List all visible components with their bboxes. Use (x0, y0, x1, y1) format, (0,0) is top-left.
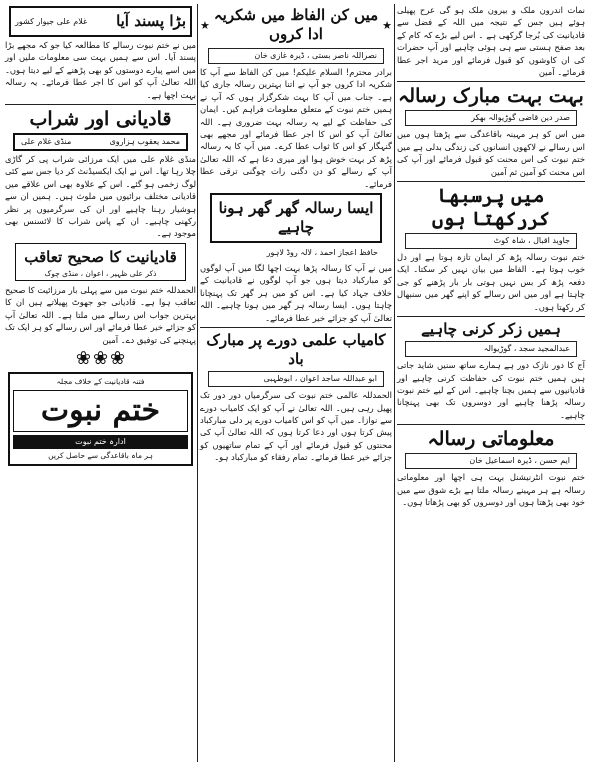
headline: قادیانیت کا صحیح تعاقب (24, 247, 177, 266)
byline-name: صدر دین قاضی گوڑیوالہ بھکر (471, 113, 570, 123)
headline-box (15, 243, 186, 281)
ornament-icon: ❀ (75, 347, 91, 369)
byline-name: ایم حسن ، ڈیرہ اسماعیل خان (469, 456, 570, 466)
byline-name: حافظ اعجاز احمد ، لالہ روڈ لاہور (266, 248, 378, 258)
byline (405, 341, 577, 357)
divider (200, 327, 392, 328)
right-column (397, 4, 585, 510)
headline-row (200, 4, 392, 46)
divider (397, 316, 585, 317)
headline: بڑا پسند آیا (116, 12, 186, 30)
byline (405, 110, 577, 126)
article-body: الحمدللہ ختم نبوت میں سے پہلی بار مرزائیت کا صحیح تعاقب ہوا ہے۔ قادیانی جو جھوٹ پھیلاتے ہیں ان کا بہترین جواب اس رسالے میں ملتا ہے۔ اللہ تعالیٰ آپ کو جزائے خیر عطا فرمائے اور اس رسالے کو ہر ایک تک پہنچنے کی توفیق دے۔ آمین (5, 284, 196, 345)
headline: ہمیں زکر کرنی چاہیے (421, 320, 561, 339)
article-body: میں نے ختم نبوت رسالے کا مطالعہ کیا جو کہ مجھے بڑا پسند آیا۔ اس سے ہمیں بہت سی معلومات ملیں اور میں اسے پیارے دوستوں کو بھی پڑھنے کے لیے دیتا ہوں۔ اللہ تعالیٰ آپ کو اس کا اجر عطا فرمائے۔ یہ رسالہ بہت اچھا ہے۔ (5, 40, 196, 100)
article-body: میں نے آپ کا رسالہ پڑھا بہت اچھا لگا میں آپ لوگوں کو مبارکباد دیتا ہوں جو آپ لوگوں نے قادیانیت کے خلاف جہاد کیا ہے۔ اس کو میں ہر گھر تک پہنچانا چاہتا ہوں۔ ایسا رسالہ ہر گھر میں ہونا چاہیے۔ اللہ تعالیٰ آپ کو جزائے خیر عطا فرمائے۔ (200, 263, 392, 323)
article-body: الحمدللہ عالمی ختم نبوت کی سرگرمیاں دور دور تک پھیل رہی ہیں۔ اللہ تعالیٰ نے آپ کو ایک کامیاب دورے سے نوازا۔ میں آپ کو اس کامیاب دورے پر دلی مبارکباد پیش کرتا ہوں اور دعا کرتا ہوں کہ اللہ تعالیٰ آپ کی محنتوں کو قبول فرمائے اور آپ کے تمام ساتھیوں کو جزائے خیر عطا فرمائے۔ تمام رفقاء کو مبارکباد ہو۔ (200, 390, 392, 463)
article-body: میں اس کو ہر مہینہ باقاعدگی سے پڑھتا ہوں میں اس رسالے نے لاکھوں انسانوں کی زندگی بدلی ہے میں ختم نبوت کی اس محنت کو قبول فرمائے اور آپ کی اس محنت کو آمین ثم آمین (397, 129, 585, 177)
byline (405, 453, 577, 469)
headline: بہت بہت مبارک رسالہ (398, 85, 584, 108)
byline-name: محمد یعقوب ہزاروی (109, 137, 180, 147)
byline (208, 246, 384, 260)
divider (397, 81, 585, 82)
article-body: ختم نبوت انٹرنیشنل بہت ہی اچھا اور معلوماتی رسالہ ہے ہر مہینے رسالہ ملتا ہے بڑے شوق سے میں خود بھی پڑھتا ہوں اور دوسروں کو بھی پڑھاتا ہوں۔ (397, 472, 585, 507)
byline (13, 133, 188, 151)
headline: میں کن الفاظ میں شکریہ ادا کروں (213, 6, 379, 43)
headline-box (9, 6, 192, 37)
headline: ایسا رسالہ گھر گھر ہونا چاہیے (218, 199, 374, 237)
byline-name: ذکر علی ظہیر ، اعوان ، منڈی چوک (44, 268, 157, 278)
byline-name: نصراللہ ناصر بستی ، ڈیرہ غازی خان (254, 51, 377, 60)
headline: معلوماتی رسالہ (427, 428, 555, 451)
byline-name: عبدالمجید سجد ، گوڑیوالہ (483, 344, 570, 354)
headline-row (15, 10, 186, 33)
column-divider (394, 4, 395, 762)
ad-top-line: فتنہ قادیانیت کے خلاف مجلہ (56, 376, 145, 386)
byline-name: غلام علی جیوار کشور (15, 17, 88, 26)
ornament (5, 347, 196, 369)
left-column (5, 4, 196, 468)
byline (405, 233, 577, 249)
star-icon: ★ (382, 18, 392, 32)
divider (5, 104, 196, 105)
headline: میں پرسبھا کررکھتا ہوں (432, 185, 550, 231)
headline-box (210, 193, 382, 243)
byline (208, 48, 384, 64)
ad-bottom-line: ہر ماہ باقاعدگی سے حاصل کریں (48, 450, 153, 460)
byline (208, 371, 384, 387)
ad-logo: ختم نبوت (13, 390, 188, 432)
byline-name: ابو عبداللہ ساجد اعوان ، ابوظہبی (263, 374, 377, 384)
ornament-icon: ❀ (92, 347, 109, 369)
advertisement (8, 372, 193, 466)
article-body: ختم نبوت رسالہ پڑھ کر ایمان تازہ ہوتا ہے اور دل خوب ہوتا ہے۔ الفاظ میں بیان نہیں کر سکتا۔ ایک دفعہ پڑھ کر بس نہیں ہوتی بار بار پڑھنے کو جی چاہتا ہے اور میں اس رسالے کو اپنے گھر میں سنبھال کر رکھتا ہوں۔ (397, 252, 585, 312)
article-body: آج کا دور نازک دور ہے ہمارے ساتھ سنیں شاید جاتی ہیں ہمیں ختم نبوت کی حفاظت کرنی چاہیے اور قادیانیوں سے ہمیں بچنا چاہیے۔ اس کے لیے ختم نبوت رسالہ پڑھنا چاہیے اور دوسروں تک بھی پہنچانا چاہیے۔ (397, 360, 585, 420)
ornament-icon: ❀ (110, 347, 126, 369)
byline-place: منڈی غلام علی (21, 137, 72, 147)
divider (397, 181, 585, 182)
ad-bar: ادارہ ختم نبوت (13, 435, 188, 449)
middle-column (200, 4, 392, 466)
star-icon: ★ (200, 18, 210, 32)
headline: قادیانی اور شراب (29, 108, 172, 131)
divider (397, 424, 585, 425)
article-body: منڈی غلام علی میں ایک مرزائی شراب پی کر گاڑی چلا رہا تھا۔ اس نے ایک ایکسیڈنٹ کر دیا جس سے کئی لوگ زخمی ہو گئے۔ اس کے علاوہ بھی اس علاقے میں قادیانی مختلف برائیوں میں ملوث ہیں۔ ہمیں ان سے ہوشیار رہنا چاہیے اور ان کی سرگرمیوں پر نظر رکھنی چاہیے۔ ان کے پاس شراب کا لائسنس بھی موجود ہے۔ (5, 154, 196, 239)
column-divider (197, 4, 198, 762)
intro-text: نمات اندرون ملک و بیرون ملک ہو گی عرح پھیلی ہوئے ہیں جس کے نتیجہ میں اللہ کے فضل سے قادیانیت کی بُرجا گرکھی ہے ۔ اس لیے بڑے کہ کام کے بعد صفح ہستی سے ہی ہوئی چاہیے اور آپ حضرات کی ان کاوشوں کو قبول فرمائے اور مرید اجر عطا فرمائے۔ آمین (397, 5, 585, 78)
headline: کامیاب علمی دورے پر مبارک باد (206, 331, 386, 369)
article-body: برادر محترم! السلام علیکم! میں کن الفاظ سے آپ کا شکریہ ادا کروں جو آپ نے اتنا بہترین رسالہ جاری کیا ہے۔ جناب میں آپ کا بہت شکرگزار ہوں کہ آپ نے ہمیں ختم نبوت کے متعلق معلومات فراہم کیں۔ ایمان کی حفاظت کے لیے یہ رسالہ بہت ضروری ہے۔ اللہ تعالیٰ آپ کو اس کا اجر عطا فرمائے اور مجھے بھی گنہگار کو اس کا ثواب عطا کرے۔ میں آپ کا یہ رسالہ پڑھ کر بہت خوش ہوا اور میری دعا ہے کہ اللہ تعالیٰ آپ کے رسالے کو دن دگنی رات چوگنی ترقی عطا فرمائے۔ (200, 67, 392, 189)
byline-name: جاوید اقبال ، شاہ کوٹ (493, 236, 570, 246)
